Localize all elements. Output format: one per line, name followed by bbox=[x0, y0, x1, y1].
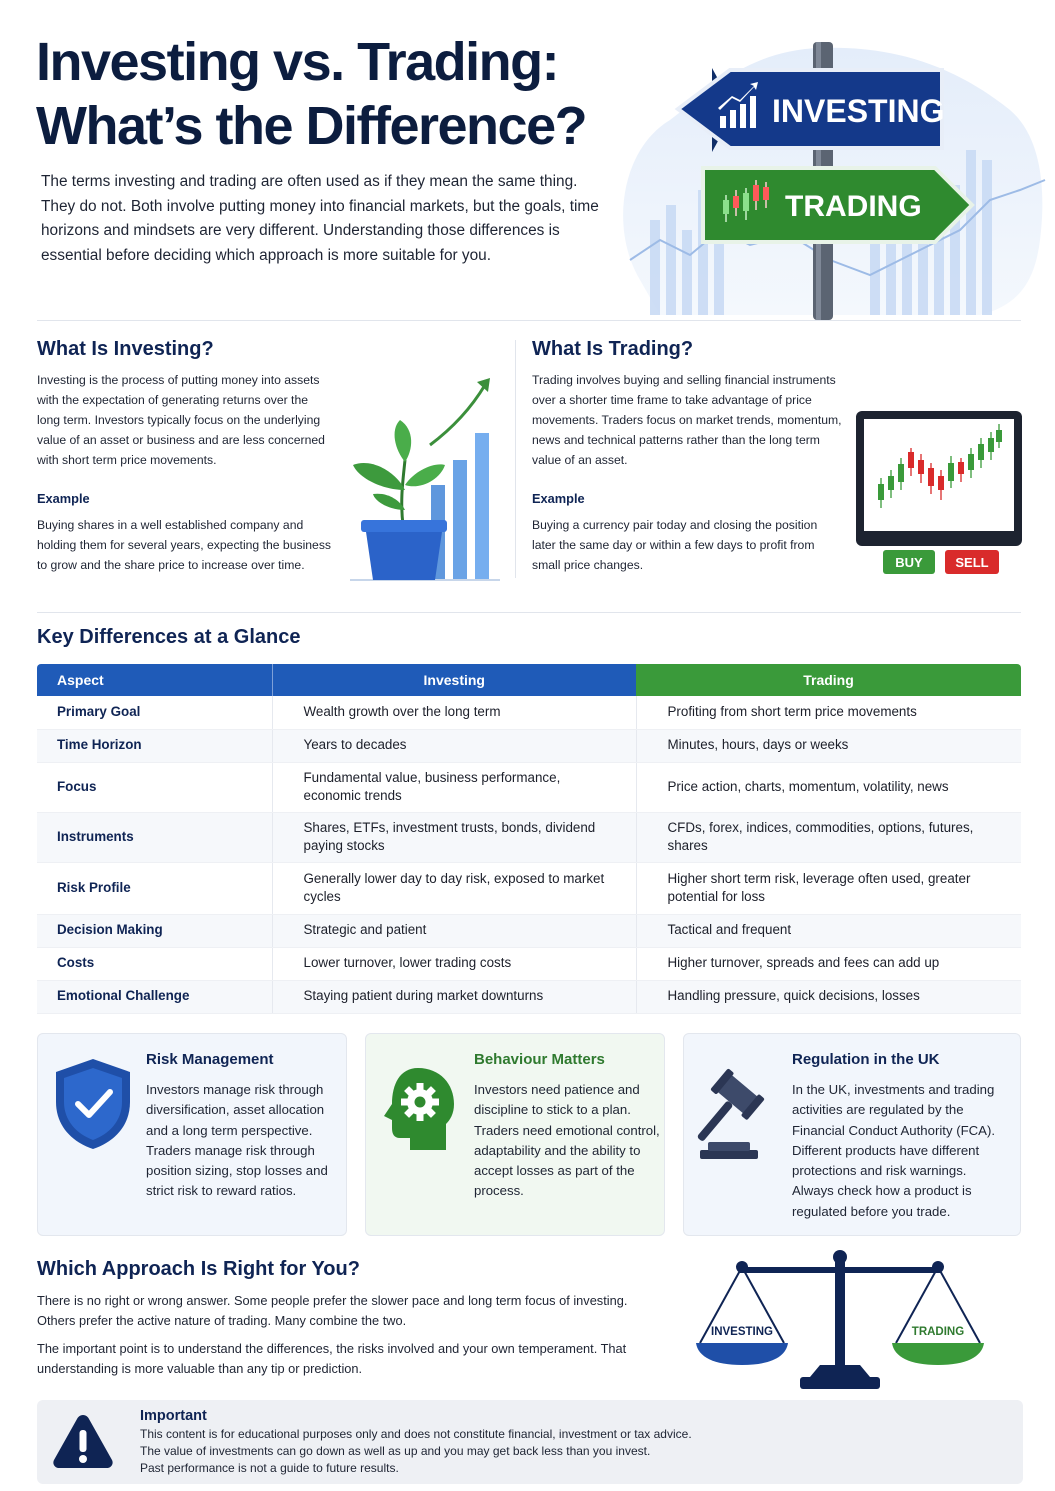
investing-example-label: Example bbox=[37, 491, 90, 506]
trading-example-label: Example bbox=[532, 491, 585, 506]
card-behaviour-matters bbox=[365, 1033, 665, 1236]
divider bbox=[37, 320, 1021, 321]
buy-label: BUY bbox=[895, 555, 923, 570]
card-body: In the UK, investments and trading activities are regulated by the Financial Conduct Authority (FCA). Different products have different protections and risk warnings. Always check how a product is regulated before you trade. bbox=[792, 1082, 996, 1219]
row-aspect: Primary Goal bbox=[37, 696, 272, 729]
row-investing: Shares, ETFs, investment trusts, bonds, dividend paying stocks bbox=[272, 812, 636, 862]
balance-scale-icon bbox=[690, 1245, 995, 1395]
row-trading: Higher turnover, spreads and fees can add up bbox=[636, 947, 1021, 980]
approach-paragraph-1: There is no right or wrong answer. Some people prefer the slower pace and long term focus of investing. Others prefer the active nature of trading. Many combine the two. bbox=[37, 1293, 628, 1328]
intro-paragraph: The terms investing and trading are often used as if they mean the same thing. They do not. Both involve putting money into financial markets, but the goals, time horizons and mindsets are very different. Understanding those differences is essential before deciding which approach is more suitable for you. bbox=[41, 173, 599, 264]
row-trading: Minutes, hours, days or weeks bbox=[636, 729, 1021, 762]
header-aspect: Aspect bbox=[37, 664, 272, 696]
row-aspect: Costs bbox=[37, 947, 272, 980]
row-aspect: Emotional Challenge bbox=[37, 980, 272, 1013]
investing-example: Buying shares in a well established company and holding them for several years, expecting the business to grow and the share price to increase over time. bbox=[37, 518, 332, 572]
row-trading: CFDs, forex, indices, commodities, options, futures, shares bbox=[636, 812, 1021, 862]
card-title: Risk Management bbox=[146, 1051, 274, 1068]
gavel-icon bbox=[692, 1064, 784, 1164]
table-row bbox=[37, 947, 1021, 980]
scale-investing-label: INVESTING bbox=[711, 1326, 773, 1338]
card-title: Behaviour Matters bbox=[474, 1051, 605, 1068]
trading-monitor-icon bbox=[853, 408, 1025, 580]
table-row bbox=[37, 980, 1021, 1013]
row-aspect: Focus bbox=[37, 762, 272, 812]
table-row bbox=[37, 862, 1021, 914]
important-title: Important bbox=[140, 1408, 207, 1424]
shield-check-icon bbox=[52, 1056, 134, 1152]
header-trading: Trading bbox=[636, 664, 1021, 696]
row-trading: Profiting from short term price movements bbox=[636, 696, 1021, 729]
row-investing: Staying patient during market downturns bbox=[272, 980, 636, 1013]
row-investing: Fundamental value, business performance, economic trends bbox=[272, 762, 636, 812]
signpost-illustration bbox=[600, 30, 1050, 325]
row-trading: Price action, charts, momentum, volatility, news bbox=[636, 762, 1021, 812]
row-trading: Tactical and frequent bbox=[636, 914, 1021, 947]
card-regulation-uk bbox=[683, 1033, 1021, 1236]
approach-paragraph-2: The important point is to understand the differences, the risks involved and your own temperament. That understanding is more valuable than any tip or prediction. bbox=[37, 1341, 627, 1376]
row-investing: Generally lower day to day risk, exposed to market cycles bbox=[272, 862, 636, 914]
title-line-1: Investing vs. Trading: bbox=[36, 32, 559, 92]
table-row bbox=[37, 914, 1021, 947]
card-body: Investors need patience and discipline to stick to a plan. Traders need emotional control, adaptability and the ability to accept losses as part of the process. bbox=[474, 1082, 660, 1199]
investing-body: Investing is the process of putting money into assets with the expectation of generating returns over the long term. Investors typically focus on the underlying value of an asset or business and are less concerned with short term price movements. bbox=[37, 373, 325, 467]
row-investing: Wealth growth over the long term bbox=[272, 696, 636, 729]
scale-trading-label: TRADING bbox=[911, 1326, 965, 1338]
head-gear-icon bbox=[380, 1064, 460, 1154]
table-row bbox=[37, 762, 1021, 812]
row-investing: Years to decades bbox=[272, 729, 636, 762]
important-line: Past performance is not a guide to future results. bbox=[140, 1461, 399, 1475]
investing-title: What Is Investing? bbox=[37, 338, 214, 360]
approach-title: Which Approach Is Right for You? bbox=[37, 1258, 360, 1280]
sign-trading-label: TRADING bbox=[785, 190, 922, 223]
trading-body: Trading involves buying and selling financial instruments over a shorter time frame to take advantage of price movements. Traders focus on market trends, momentum, news and technical patterns rather than the long term value of an asset. bbox=[532, 373, 842, 467]
table-row bbox=[37, 696, 1021, 729]
trading-title: What Is Trading? bbox=[532, 338, 694, 360]
divider bbox=[37, 612, 1021, 613]
row-aspect: Decision Making bbox=[37, 914, 272, 947]
important-line: The value of investments can go down as well as up and you may get back less than you invest. bbox=[140, 1444, 651, 1458]
table-header-row bbox=[37, 664, 1021, 696]
header-investing: Investing bbox=[272, 664, 636, 696]
row-trading: Handling pressure, quick decisions, losses bbox=[636, 980, 1021, 1013]
table-row bbox=[37, 729, 1021, 762]
row-investing: Lower turnover, lower trading costs bbox=[272, 947, 636, 980]
sign-investing-label: INVESTING bbox=[772, 93, 945, 129]
card-body: Investors manage risk through diversification, asset allocation and a long term perspective. Traders manage risk through position sizing, stop losses and strict risk to reward ratios. bbox=[146, 1082, 328, 1199]
plant-growth-icon bbox=[345, 370, 505, 585]
card-title: Regulation in the UK bbox=[792, 1051, 940, 1068]
differences-table bbox=[37, 664, 1021, 1014]
table-row bbox=[37, 812, 1021, 862]
differences-title: Key Differences at a Glance bbox=[37, 626, 301, 648]
title-line-2: What’s the Difference? bbox=[36, 96, 587, 156]
trading-example: Buying a currency pair today and closing the position later the same day or within a few days to profit from small price changes. bbox=[532, 518, 818, 572]
card-risk-management bbox=[37, 1033, 347, 1236]
important-notice bbox=[37, 1400, 1023, 1484]
row-aspect: Time Horizon bbox=[37, 729, 272, 762]
important-line: This content is for educational purposes only and does not constitute financial, investment or tax advice. bbox=[140, 1427, 692, 1441]
warning-icon bbox=[51, 1412, 115, 1470]
row-aspect: Risk Profile bbox=[37, 862, 272, 914]
row-aspect: Instruments bbox=[37, 812, 272, 862]
page-title bbox=[36, 30, 636, 158]
row-trading: Higher short term risk, leverage often used, greater potential for loss bbox=[636, 862, 1021, 914]
sell-label: SELL bbox=[955, 555, 989, 570]
column-divider bbox=[515, 340, 516, 578]
row-investing: Strategic and patient bbox=[272, 914, 636, 947]
